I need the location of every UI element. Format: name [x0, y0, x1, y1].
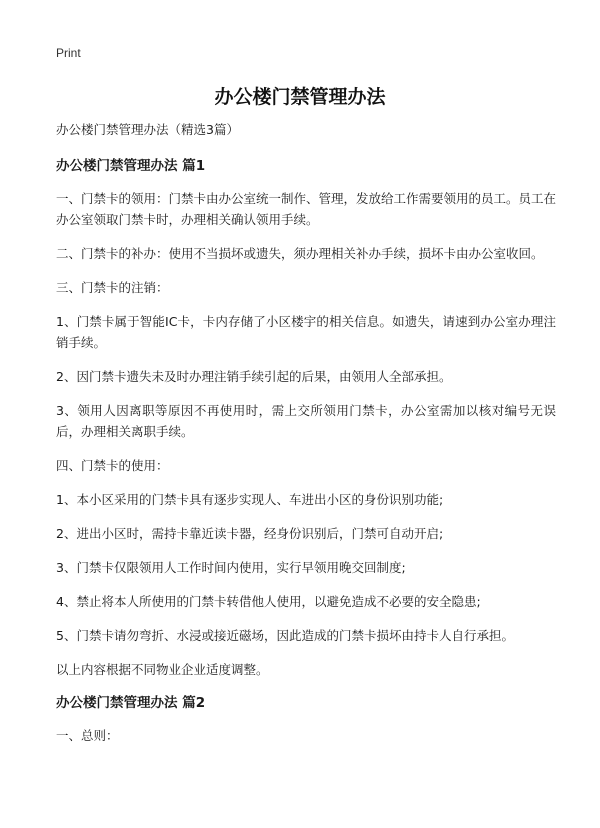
- paragraph: 3、领用人因离职等原因不再使用时，需上交所领用门禁卡，办公室需加以核对编号无误后，办理相关离职手续。: [56, 403, 556, 439]
- section-2: [56, 693, 556, 746]
- print-label: Print: [56, 46, 81, 60]
- section-heading: 办公楼门禁管理办法 篇2: [56, 695, 206, 711]
- document-title: 办公楼门禁管理办法: [214, 86, 386, 108]
- paragraph: 1、门禁卡属于智能IC卡，卡内存储了小区楼宇的相关信息。如遗失，请速到办公室办理注销手续。: [56, 314, 556, 350]
- paragraph: 5、门禁卡请勿弯折、水浸或接近磁场，因此造成的门禁卡损坏由持卡人自行承担。: [56, 628, 514, 643]
- paragraph: 以上内容根据不同物业企业适度调整。: [56, 662, 269, 677]
- paragraph: 一、门禁卡的领用：门禁卡由办公室统一制作、管理，发放给工作需要领用的员工。员工在办公室领取门禁卡时，办理相关确认领用手续。: [56, 191, 557, 227]
- paragraph: 1、本小区采用的门禁卡具有逐步实现人、车进出小区的身份识别功能;: [56, 492, 444, 507]
- paragraph: 2、进出小区时，需持卡靠近读卡器，经身份识别后，门禁可自动开启;: [56, 526, 444, 541]
- document-body: [56, 120, 556, 759]
- paragraph: 4、禁止将本人所使用的门禁卡转借他人使用，以避免造成不必要的安全隐患;: [56, 594, 481, 609]
- paragraph: 四、门禁卡的使用：: [56, 458, 169, 473]
- paragraph: 2、因门禁卡遗失未及时办理注销手续引起的后果，由领用人全部承担。: [56, 369, 452, 384]
- section-heading: 办公楼门禁管理办法 篇1: [56, 158, 206, 174]
- paragraph: 二、门禁卡的补办：使用不当损坏或遗失，须办理相关补办手续，损坏卡由办公室收回。: [56, 246, 544, 261]
- document-subtitle: 办公楼门禁管理办法（精选3篇）: [56, 122, 239, 137]
- paragraph: 一、总则：: [56, 728, 119, 743]
- section-1: [56, 156, 556, 680]
- paragraph: 三、门禁卡的注销：: [56, 280, 169, 295]
- paragraph: 3、门禁卡仅限领用人工作时间内使用，实行早领用晚交回制度;: [56, 560, 406, 575]
